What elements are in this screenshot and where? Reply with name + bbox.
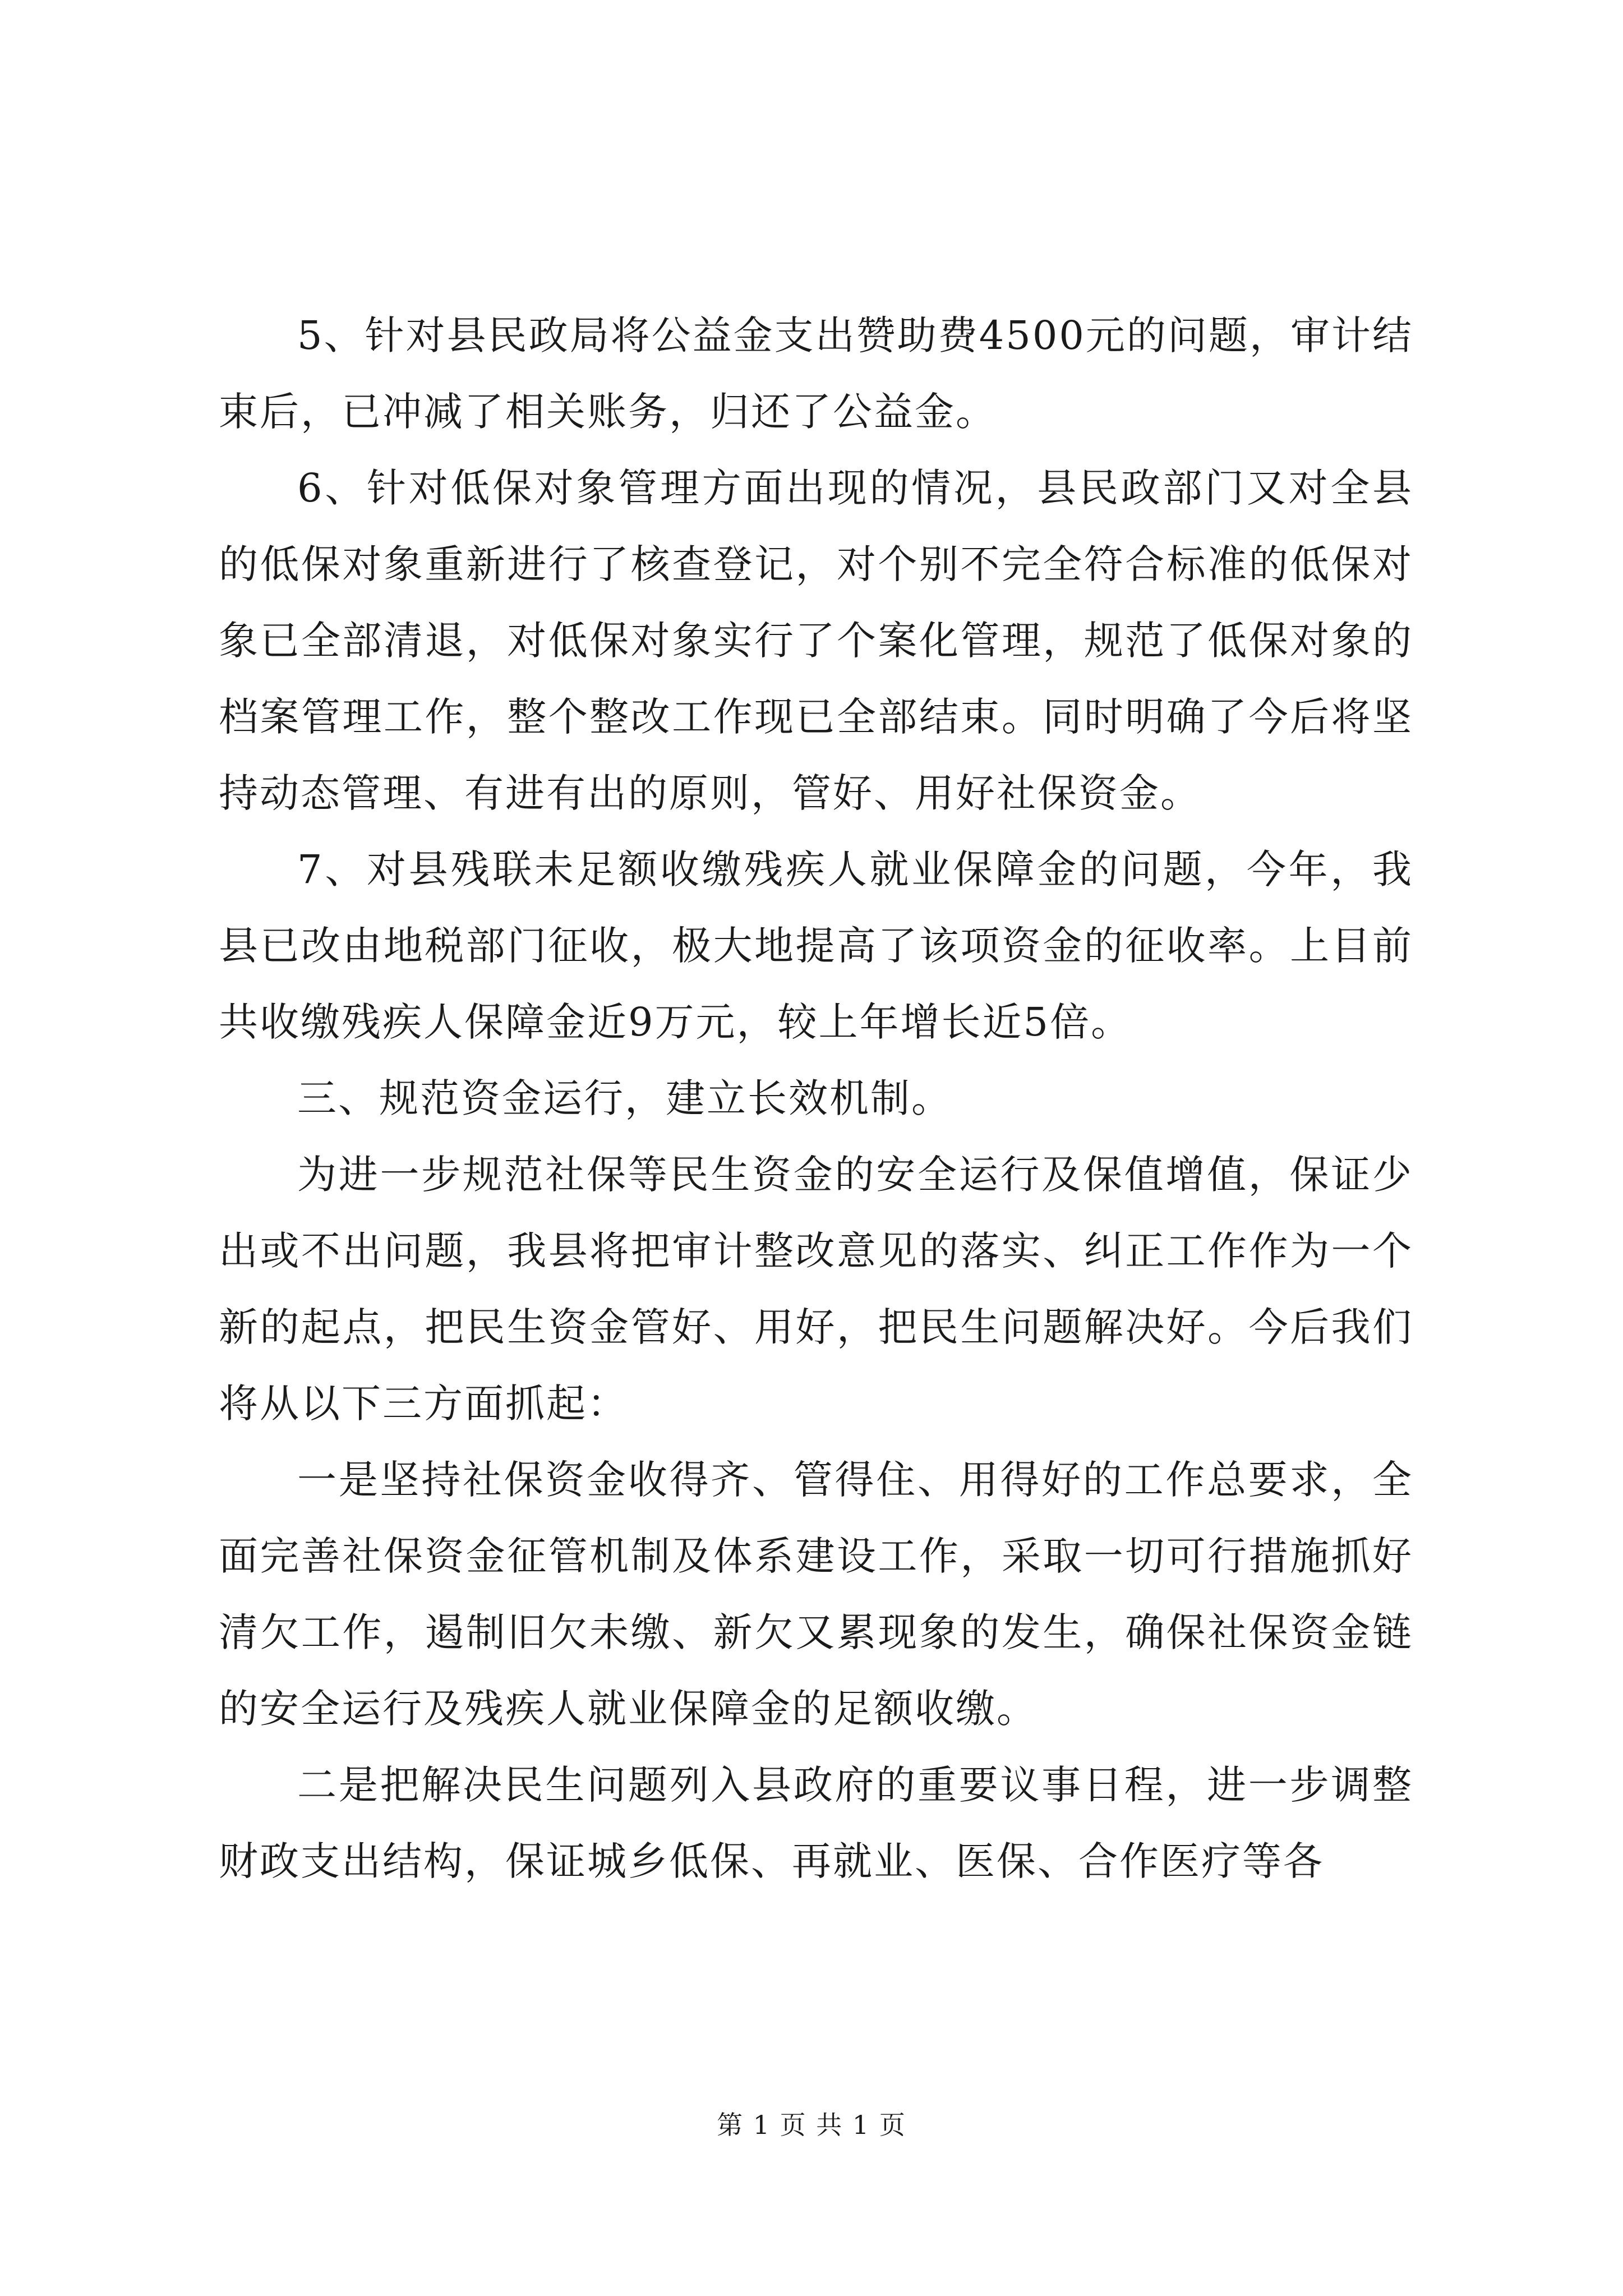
- page-footer: 第 1 页 共 1 页: [717, 2110, 906, 2140]
- section-heading: 三、规范资金运行，建立长效机制。: [297, 1075, 952, 1121]
- paragraph-item-7: 7、对县残联未足额收缴残疾人就业保障金的问题，今年，我县已改由地税部门征收，极大地提高了该项资金的征收率。上目前共收缴残疾人保障金近9万元，较上年增长近5倍。: [219, 846, 1413, 1045]
- paragraph-point-one: 一是坚持社保资金收得齐、管得住、用得好的工作总要求，全面完善社保资金征管机制及体系建设工作，采取一切可行措施抓好清欠工作，遏制旧欠未缴、新欠又累现象的发生，确保社保资金链的安全运行及残疾人就业保障金的足额收缴。: [219, 1457, 1413, 1732]
- document-body: [219, 297, 1413, 1899]
- paragraph-point-two: 二是把解决民生问题列入县政府的重要议事日程，进一步调整财政支出结构，保证城乡低保、再就业、医保、合作医疗等各: [219, 1762, 1413, 1884]
- paragraph-intro: 为进一步规范社保等民生资金的安全运行及保值增值，保证少出或不出问题，我县将把审计整改意见的落实、纠正工作作为一个新的起点，把民生资金管好、用好，把民生问题解决好。今后我们将从以下三方面抓起：: [219, 1152, 1413, 1427]
- paragraph-item-6: 6、针对低保对象管理方面出现的情况，县民政部门又对全县的低保对象重新进行了核查登记，对个别不完全符合标准的低保对象已全部清退，对低保对象实行了个案化管理，规范了低保对象的档案管理工作，整个整改工作现已全部结束。同时明确了今后将坚持动态管理、有进有出的原则，管好、用好社保资金。: [219, 465, 1413, 816]
- paragraph-item-5: 5、针对县民政局将公益金支出赞助费4500元的问题，审计结束后，已冲减了相关账务，归还了公益金。: [219, 312, 1413, 435]
